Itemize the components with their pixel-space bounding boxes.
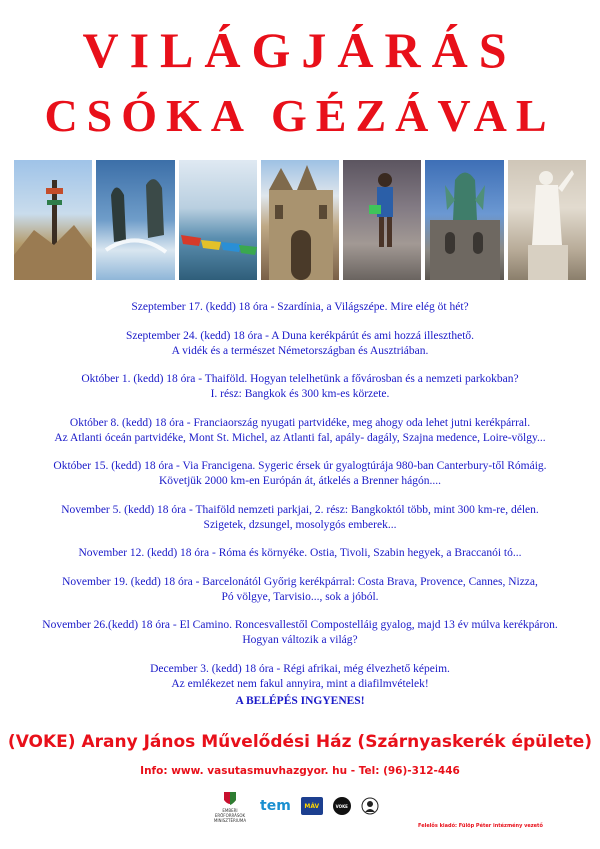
ministry-logo-text: EMBERI ERŐFORRÁSOK MINISZTÉRIUMA	[213, 807, 247, 823]
contact-info: Info: www. vasutasmuvhazgyor. hu - Tel: (96)-312-446	[140, 765, 460, 777]
event-schedule	[0, 300, 600, 705]
event-line: Október 15. (kedd) 18 óra - Via Francigena. Sygeric érsek úr gyalogtúrája 980-ban Canterbury-től Rómáig.	[53, 460, 547, 472]
event-line: November 19. (kedd) 18 óra - Barcelonától Győrig kerékpárral: Costa Brava, Provence, Cannes, Nizza,	[62, 575, 538, 588]
voke-logo-text: VOKE	[335, 803, 348, 809]
event-line: I. rész: Bangkok és 300 km-es körzete.	[210, 388, 390, 400]
event-line: December 3. (kedd) 18 óra - Régi afrikai, még élvezhető képeim.	[150, 662, 450, 675]
title-line-2: CSÓKA GÉZÁVAL	[44, 90, 556, 141]
event-line: Az Atlanti óceán partvidéke, Mont St. Michel, az Atlanti fal, apály- dagály, Szajna medence, Loire-völgy...	[54, 431, 546, 444]
event-line: Szigetek, dzsungel, mosolygós emberek...	[203, 518, 397, 531]
publisher-note: Felelős kiadó: Fülöp Péter intézmény vezető	[418, 823, 543, 829]
event-item	[0, 416, 600, 446]
event-line: Szeptember 24. (kedd) 18 óra - A Duna kerékpárút és ami hozzá illeszthető.	[125, 329, 475, 342]
sponsor-logos	[210, 790, 379, 822]
event-item	[0, 662, 600, 692]
event-line: Az emlékezet nem fakul annyira, mint a diafilmvételek!	[171, 677, 429, 690]
event-line: November 5. (kedd) 18 óra - Thaiföld nemzeti parkjai, 2. rész: Bangkoktól több, mint 300 km-re, délen.	[61, 503, 539, 516]
tem-logo	[260, 798, 291, 814]
event-line: Hogyan változik a világ?	[242, 634, 358, 646]
title-line-1: VILÁGJÁRÁS	[82, 22, 518, 78]
portrait-logo	[361, 797, 379, 815]
free-entry-notice: A BELÉPÉS INGYENES!	[235, 695, 365, 707]
event-item	[0, 300, 600, 315]
voke-logo	[333, 797, 351, 815]
event-item	[0, 459, 600, 489]
mav-logo-text: MÁV	[304, 802, 320, 810]
venue-name: (VOKE) Arany János Művelődési Ház (Szárnyaskerék épülete)	[7, 732, 593, 752]
event-item	[0, 546, 600, 561]
event-line: Október 1. (kedd) 18 óra - Thaiföld. Hogyan telelhetünk a fővárosban és a nemzeti parkokban?	[81, 373, 519, 385]
event-line: Követjük 2000 km-en Európán át, átkelés a Brenner hágón....	[159, 475, 441, 487]
photo-angel-church	[425, 160, 503, 280]
event-line: Október 8. (kedd) 18 óra - Franciaország nyugati partvidéke, meg ahogy oda lehet jutni kerékpárral.	[69, 416, 531, 429]
mav-logo	[301, 797, 323, 815]
photo-castle	[261, 160, 339, 280]
event-line: A vidék és a természet Németországban és Ausztriában.	[171, 344, 429, 357]
photo-boats	[179, 160, 257, 280]
photo-strip	[14, 160, 586, 280]
portrait-seal-icon	[361, 797, 379, 815]
photo-beach-boy	[343, 160, 421, 280]
event-item	[0, 372, 600, 402]
event-line: November 26.(kedd) 18 óra - El Camino. Roncesvallestől Compostelláig gyalog, majd 13 év múlva kerékpáron.	[42, 619, 558, 631]
photo-sardinia	[14, 160, 92, 280]
photo-fountain	[96, 160, 174, 280]
event-item	[0, 329, 600, 359]
photo-emperor-statue	[508, 160, 586, 280]
coat-of-arms-icon	[223, 790, 237, 808]
tem-logo-text: tem	[260, 798, 291, 814]
ministry-logo	[210, 790, 250, 823]
event-item	[0, 618, 600, 648]
event-line: Szeptember 17. (kedd) 18 óra - Szardínia, a Világszépe. Mire elég öt hét?	[131, 301, 469, 313]
event-item	[0, 575, 600, 605]
event-line: November 12. (kedd) 18 óra - Róma és környéke. Ostia, Tivoli, Szabin hegyek, a Braccanói tó...	[78, 547, 522, 559]
event-item	[0, 503, 600, 533]
event-line: Pó völgye, Tarvisio..., sok a jóból.	[221, 590, 379, 603]
